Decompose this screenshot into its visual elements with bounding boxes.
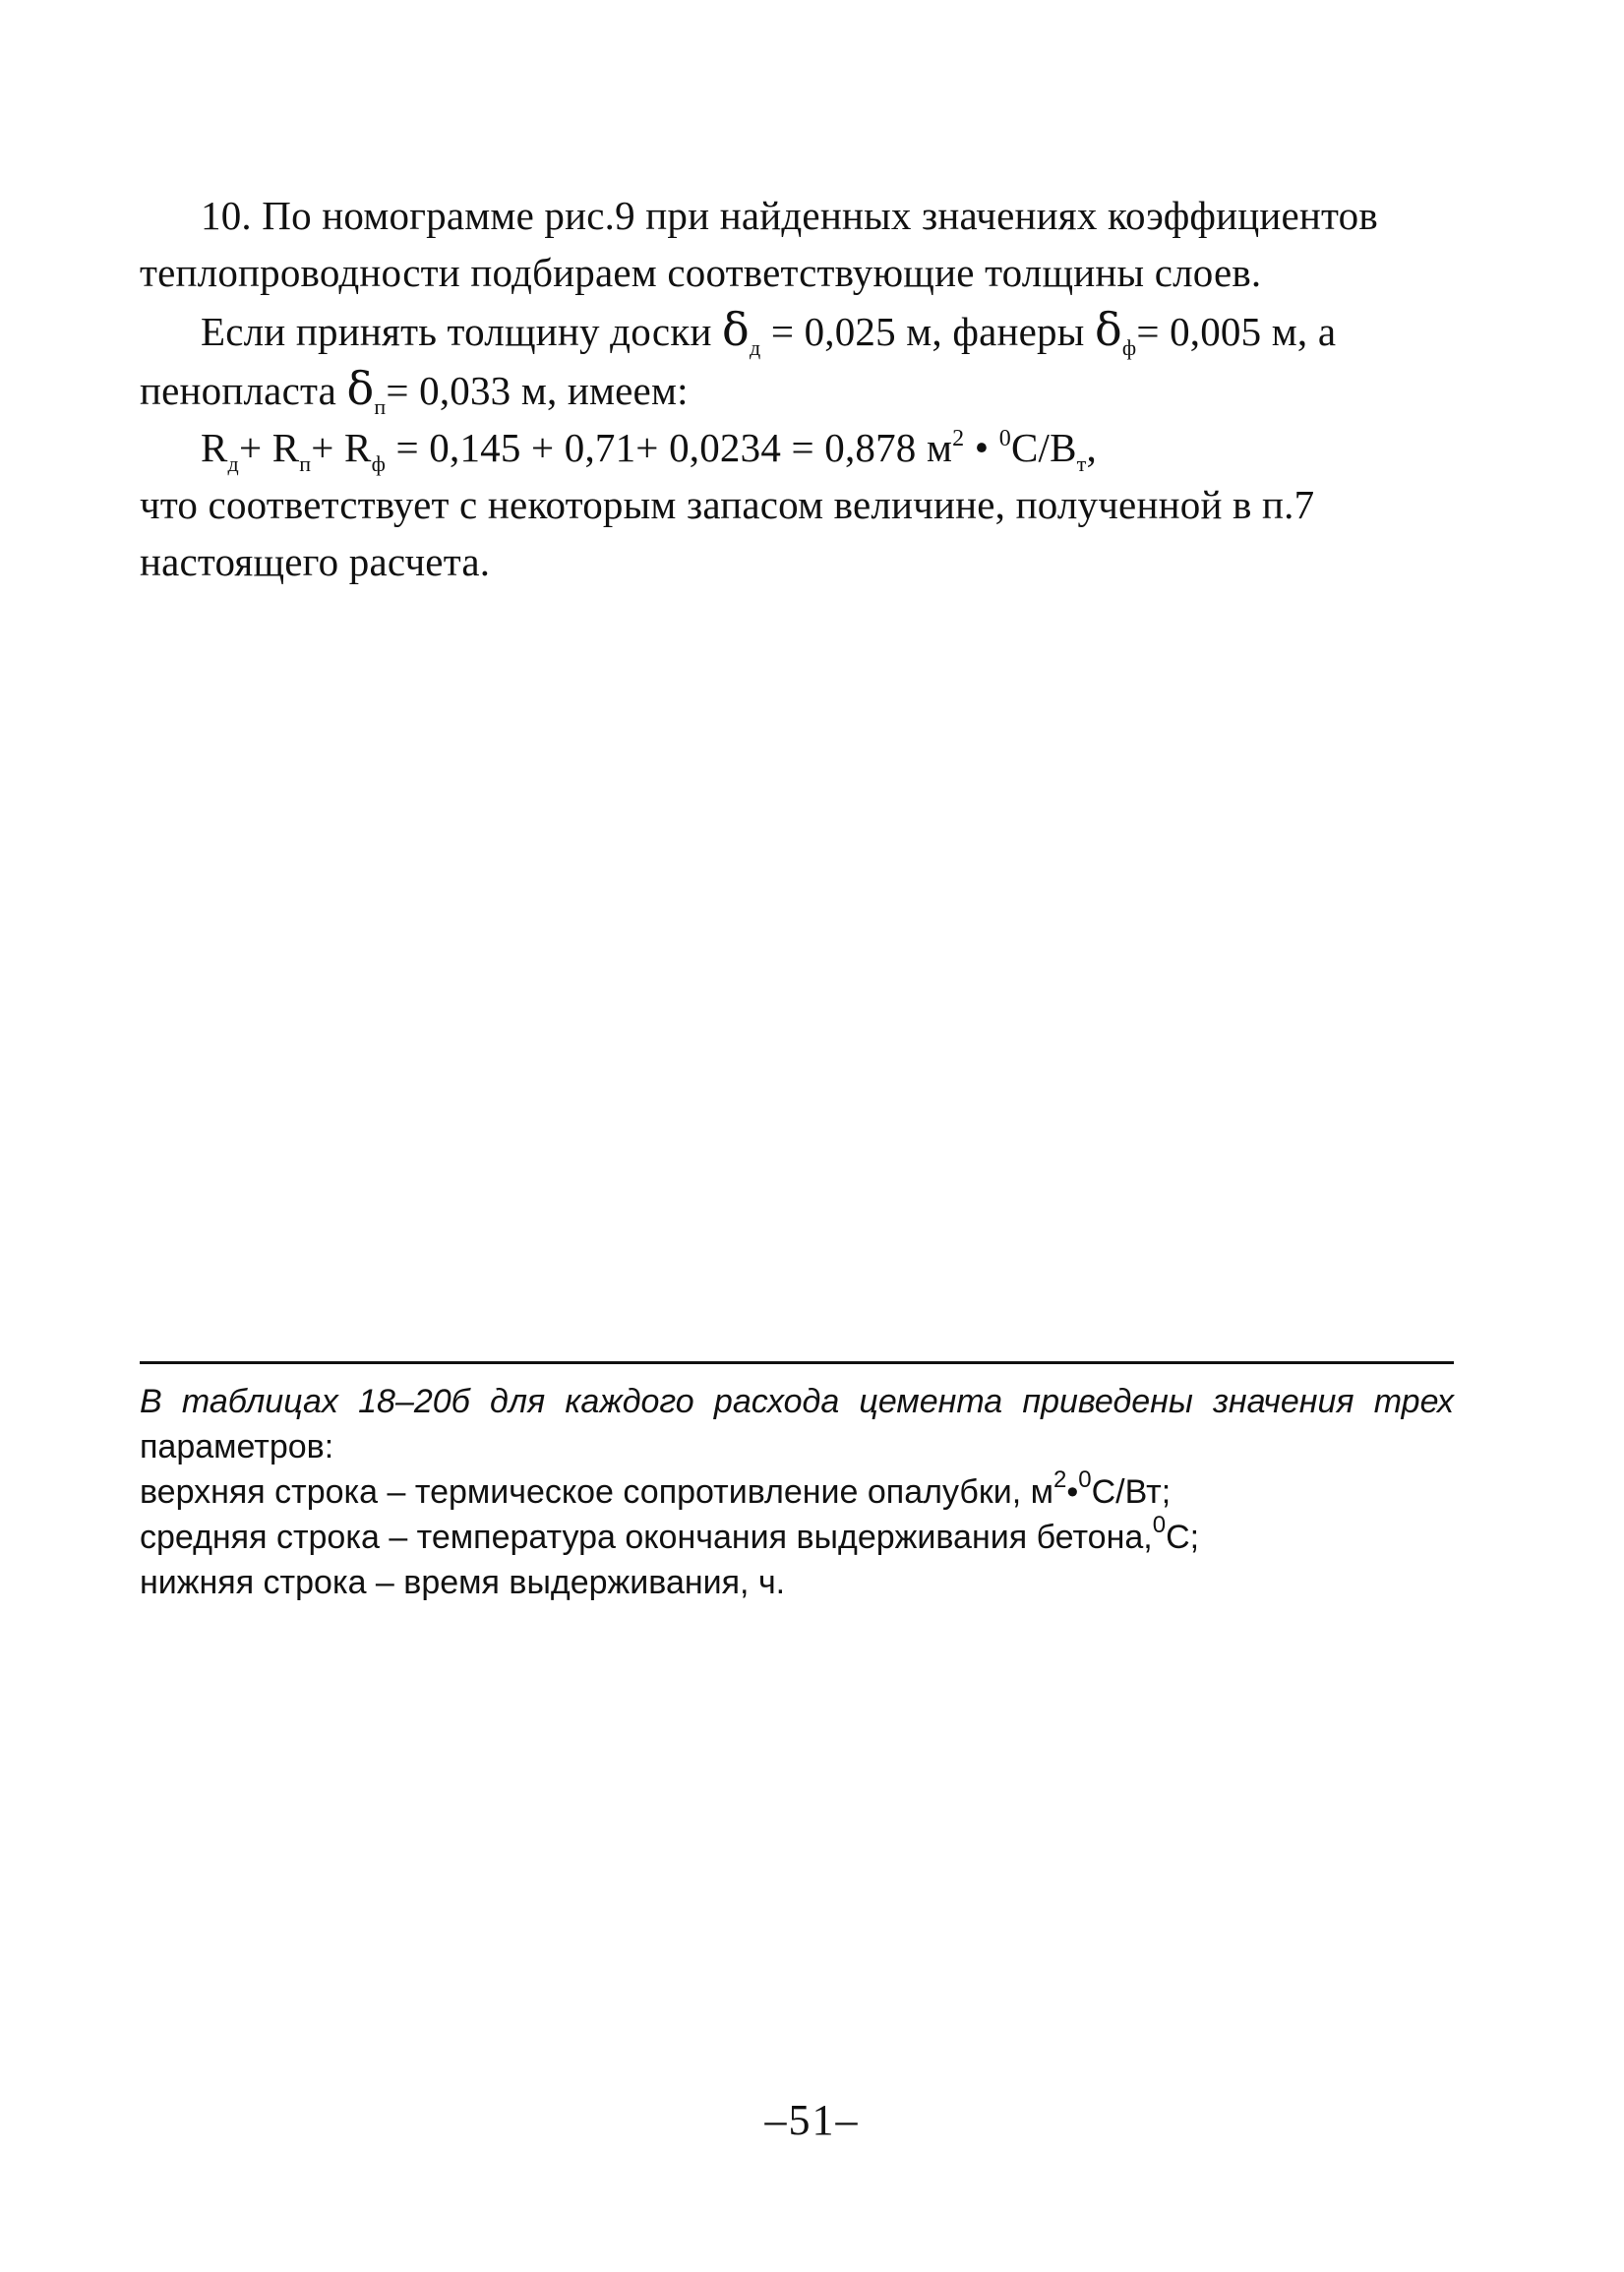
eq-symbol: R	[201, 425, 228, 470]
paragraph-conclusion-line-2: настоящего расчета.	[140, 539, 491, 584]
footnote-text: средняя строка – температура окончания выдерживания бетона,	[140, 1519, 1153, 1556]
paragraph-10-line-2: теплопроводности подбираем соответствующие толщины слоев.	[140, 250, 1262, 295]
text-segment: = 0,005 м, а	[1136, 309, 1337, 354]
footnote-dot: •	[1066, 1473, 1079, 1511]
footnote-divider	[140, 1361, 1454, 1364]
subscript-d: д	[749, 335, 761, 360]
main-text	[140, 187, 1485, 590]
footnote-degree: 0	[1078, 1466, 1092, 1493]
eq-symbol: + R	[311, 425, 372, 470]
eq-subscript-d: д	[227, 451, 239, 476]
paragraph-10	[140, 187, 1485, 244]
text-segment: пенопласта	[140, 368, 336, 413]
footnote-text: С;	[1166, 1519, 1200, 1556]
text-segment: Если принять толщину доски	[201, 309, 712, 354]
eq-dot: •	[964, 425, 999, 470]
footnote-line-1: В таблицах 18–20б для каждого расхода цемента приведены значения трех	[140, 1383, 1454, 1420]
eq-squared: 2	[952, 426, 965, 451]
footnote-line-4	[140, 1512, 1454, 1560]
eq-degree: 0	[998, 426, 1011, 451]
page-number: –51–	[764, 2096, 860, 2144]
eq-values: = 0,145 + 0,71+ 0,0234 = 0,878 м	[395, 425, 953, 470]
eq-unit: С/В	[1010, 425, 1077, 470]
paragraph-10-line-1: 10. По номограмме рис.9 при найденных значениях коэффициентов	[201, 193, 1378, 238]
footnote-text: верхняя строка – термическое сопротивление опалубки, м	[140, 1473, 1053, 1511]
delta-symbol: δ	[722, 303, 750, 356]
subscript-f: ф	[1121, 335, 1137, 360]
paragraph-thickness-line-1	[140, 301, 1485, 360]
paragraph-10-cont	[140, 244, 1485, 301]
footnote	[140, 1379, 1454, 1605]
footnote-text: С/Вт;	[1091, 1473, 1172, 1511]
eq-subscript-t: т	[1076, 451, 1087, 476]
footnote-degree: 0	[1152, 1512, 1167, 1538]
equation	[140, 419, 1485, 476]
delta-symbol: δ	[346, 362, 375, 415]
footnote-line-3	[140, 1466, 1454, 1515]
eq-comma: ,	[1086, 425, 1097, 470]
text-segment: = 0,033 м, имеем:	[386, 368, 689, 413]
footnote-squared: 2	[1053, 1466, 1067, 1493]
footnote-line-2: параметров:	[140, 1428, 334, 1465]
text-segment: = 0,025 м, фанеры	[770, 309, 1085, 354]
eq-subscript-f: ф	[371, 451, 387, 476]
eq-subscript-p: п	[299, 451, 312, 476]
paragraph-conclusion	[140, 476, 1485, 590]
delta-symbol: δ	[1094, 303, 1122, 356]
paragraph-thickness	[140, 301, 1485, 419]
equation-line	[140, 419, 1485, 476]
subscript-p: п	[374, 394, 387, 419]
footnote-line-5: нижняя строка – время выдерживания, ч.	[140, 1564, 786, 1601]
paragraph-thickness-line-2	[140, 360, 1485, 419]
paragraph-conclusion-line-1: что соответствует с некоторым запасом величине, полученной в п.7	[140, 482, 1315, 527]
eq-symbol: + R	[238, 425, 300, 470]
